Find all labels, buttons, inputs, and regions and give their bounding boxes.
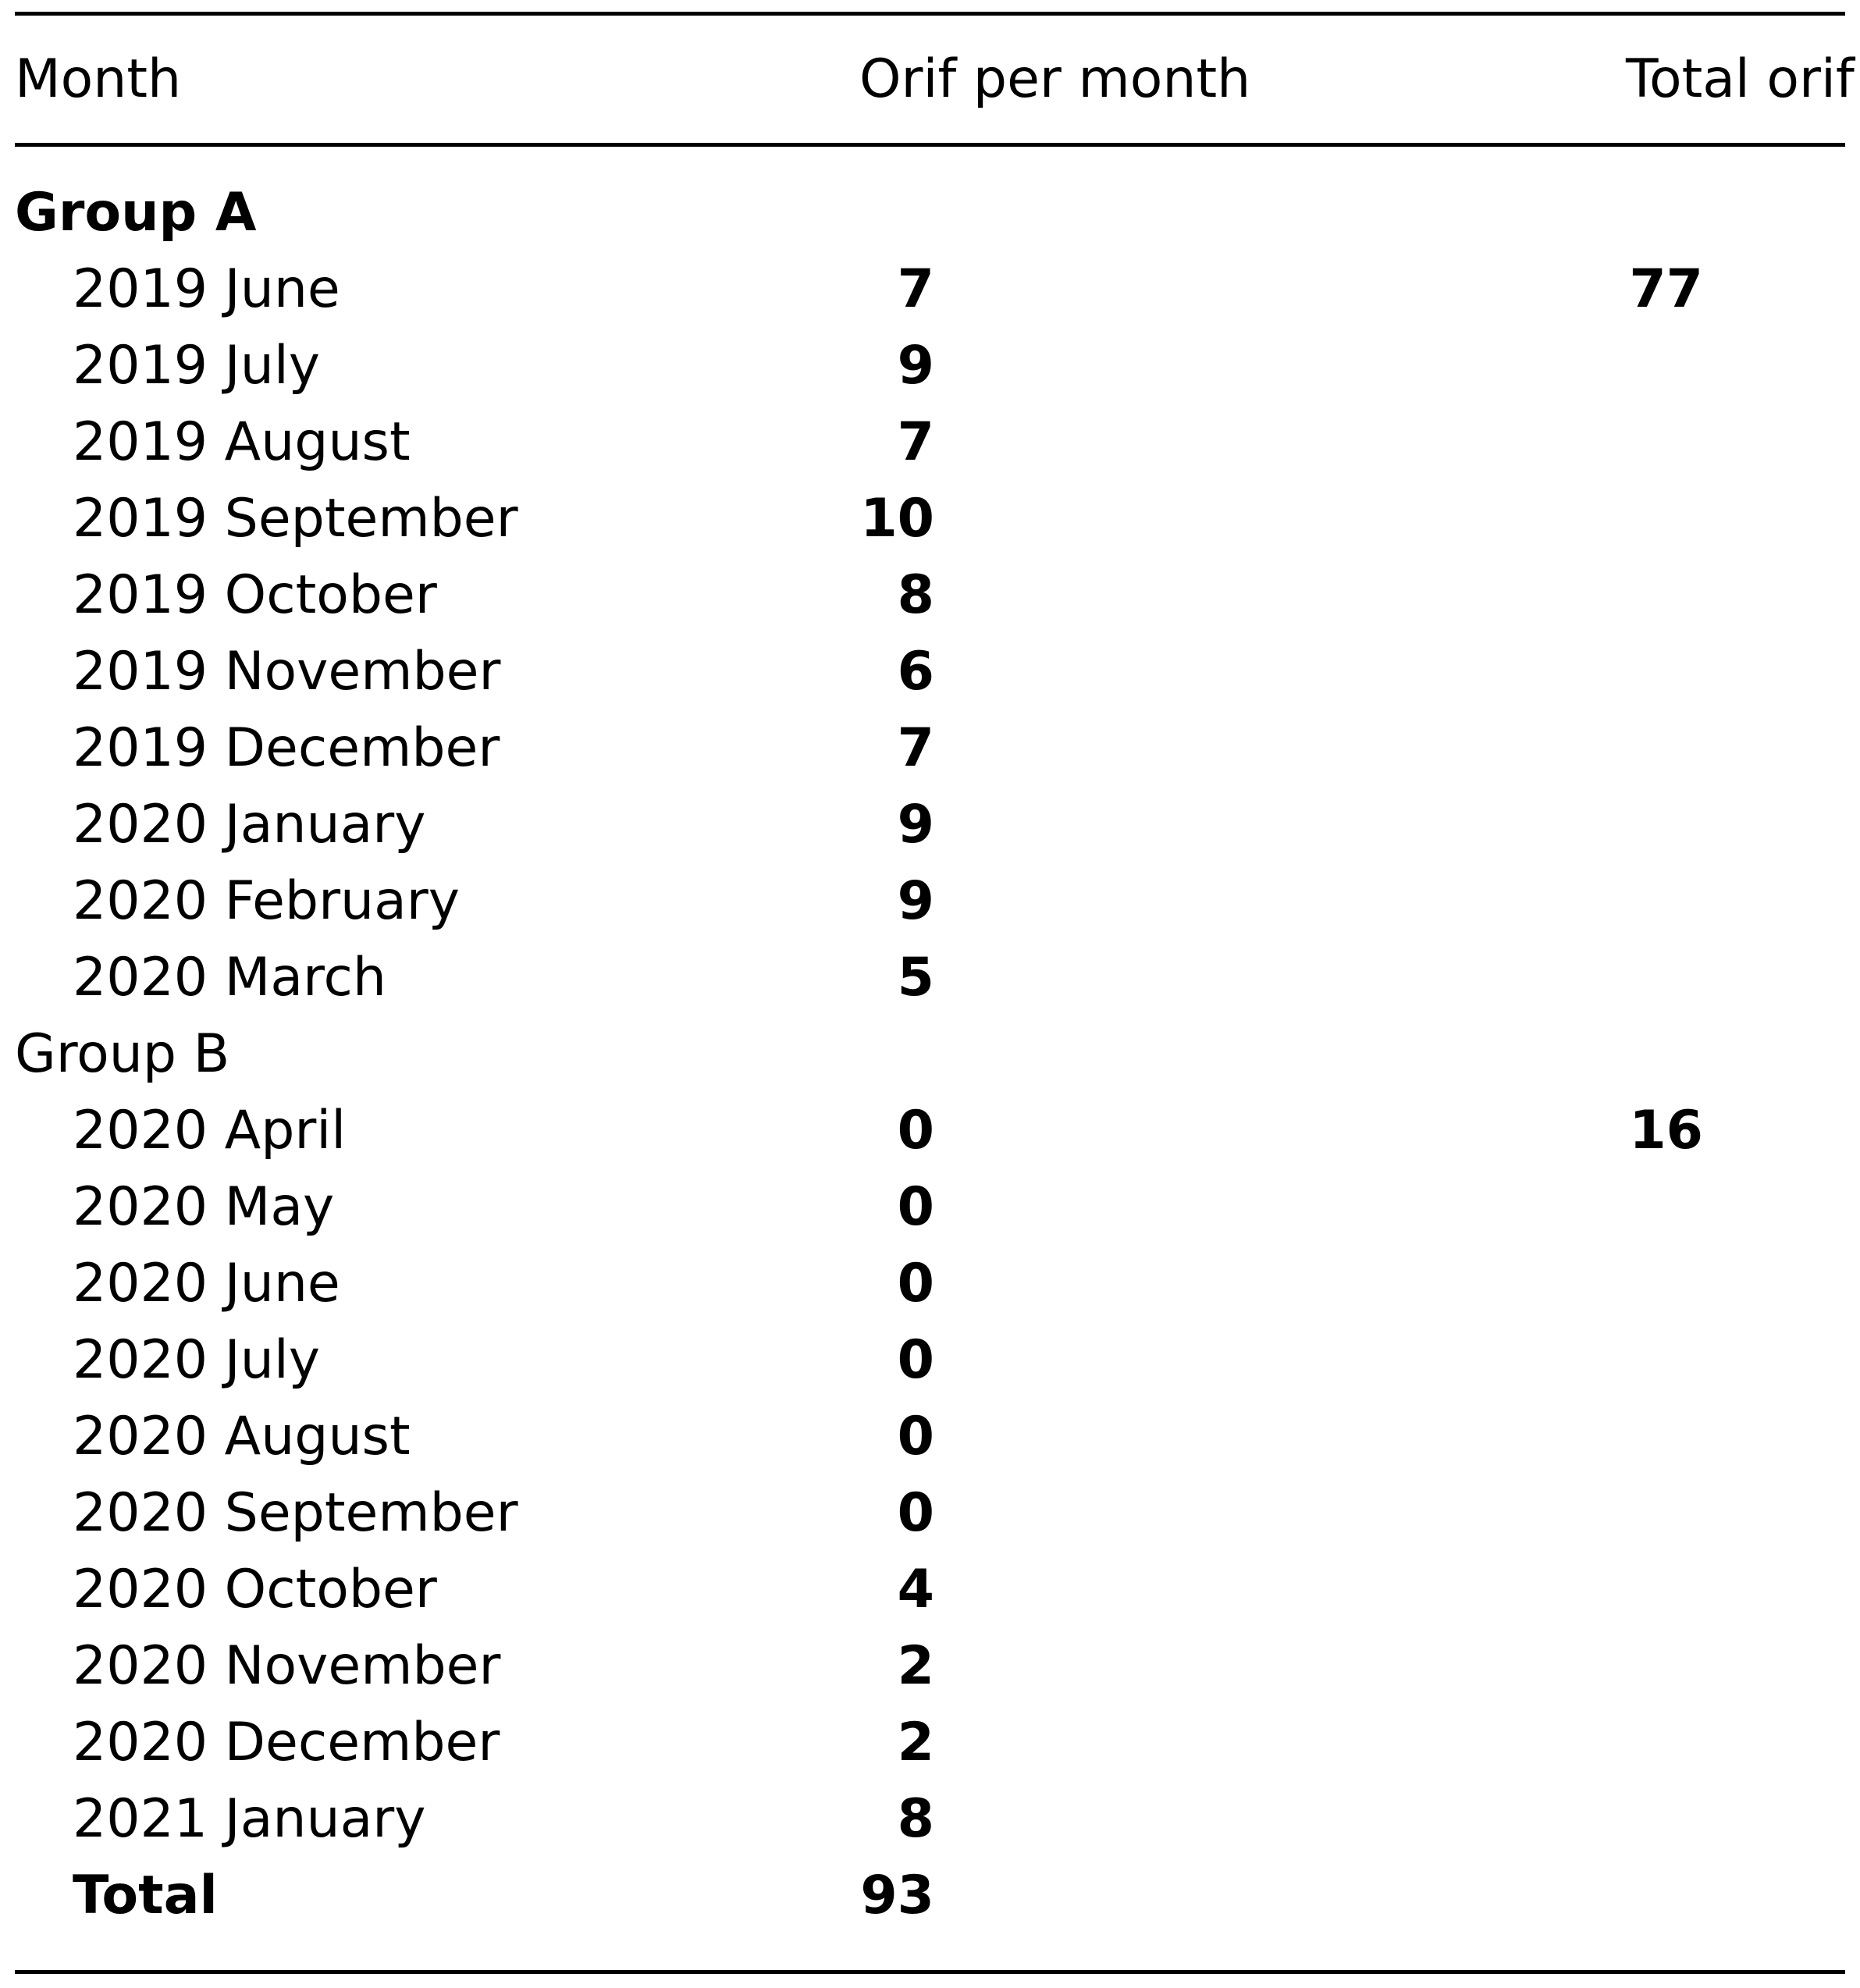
group-b-label: Group B bbox=[15, 1023, 230, 1085]
table-top-rule bbox=[15, 12, 1845, 16]
table-row-value: 5 bbox=[897, 947, 934, 1008]
table-row-month: 2020 October bbox=[73, 1559, 437, 1620]
group-b-total: 16 bbox=[1629, 1100, 1703, 1161]
table-row-value: 0 bbox=[897, 1329, 934, 1391]
table-row-month: 2019 November bbox=[73, 641, 501, 702]
total-value: 93 bbox=[860, 1865, 934, 1926]
header-orif-per-month: Orif per month bbox=[859, 48, 1251, 110]
table-row-value: 2 bbox=[897, 1635, 934, 1697]
table-row-value: 8 bbox=[897, 564, 934, 626]
table-row-month: 2019 September bbox=[73, 488, 518, 549]
group-a-total: 77 bbox=[1629, 258, 1703, 320]
table-row-month: 2020 September bbox=[73, 1482, 518, 1544]
orif-table bbox=[15, 0, 1855, 1988]
table-row-month: 2020 May bbox=[73, 1176, 335, 1238]
table-row-month: 2020 August bbox=[73, 1406, 411, 1467]
table-row-month: 2019 August bbox=[73, 411, 411, 473]
table-row-value: 9 bbox=[897, 870, 934, 932]
table-row-value: 0 bbox=[897, 1406, 934, 1467]
table-row-month: 2020 February bbox=[73, 870, 460, 932]
group-a-label: Group A bbox=[15, 182, 257, 244]
table-row-value: 4 bbox=[897, 1559, 934, 1620]
table-row-month: 2021 January bbox=[73, 1788, 426, 1850]
total-label: Total bbox=[73, 1865, 218, 1926]
table-row-month: 2020 April bbox=[73, 1100, 347, 1161]
table-row-value: 0 bbox=[897, 1253, 934, 1314]
table-row-month: 2020 January bbox=[73, 794, 426, 855]
table-row-value: 7 bbox=[897, 258, 934, 320]
table-row-value: 2 bbox=[897, 1712, 934, 1773]
table-row-value: 0 bbox=[897, 1482, 934, 1544]
table-row-value: 0 bbox=[897, 1176, 934, 1238]
table-row-month: 2019 December bbox=[73, 717, 500, 779]
table-row-month: 2020 March bbox=[73, 947, 386, 1008]
table-row-month: 2019 July bbox=[73, 335, 320, 397]
table-row-value: 0 bbox=[897, 1100, 934, 1161]
table-row-value: 7 bbox=[897, 717, 934, 779]
table-row-value: 9 bbox=[897, 335, 934, 397]
table-row-value: 7 bbox=[897, 411, 934, 473]
table-row-month: 2020 June bbox=[73, 1253, 340, 1314]
table-row-month: 2020 December bbox=[73, 1712, 500, 1773]
table-row-month: 2019 June bbox=[73, 258, 340, 320]
header-total-orif: Total orif bbox=[1626, 48, 1855, 110]
table-row-month: 2020 November bbox=[73, 1635, 501, 1697]
table-row-value: 10 bbox=[860, 488, 934, 549]
table-bottom-rule bbox=[15, 1970, 1845, 1974]
table-row-month: 2020 July bbox=[73, 1329, 320, 1391]
table-row-value: 6 bbox=[897, 641, 934, 702]
table-row-value: 9 bbox=[897, 794, 934, 855]
header-month: Month bbox=[15, 48, 182, 110]
table-header-rule bbox=[15, 143, 1845, 147]
table-row-month: 2019 October bbox=[73, 564, 437, 626]
table-row-value: 8 bbox=[897, 1788, 934, 1850]
